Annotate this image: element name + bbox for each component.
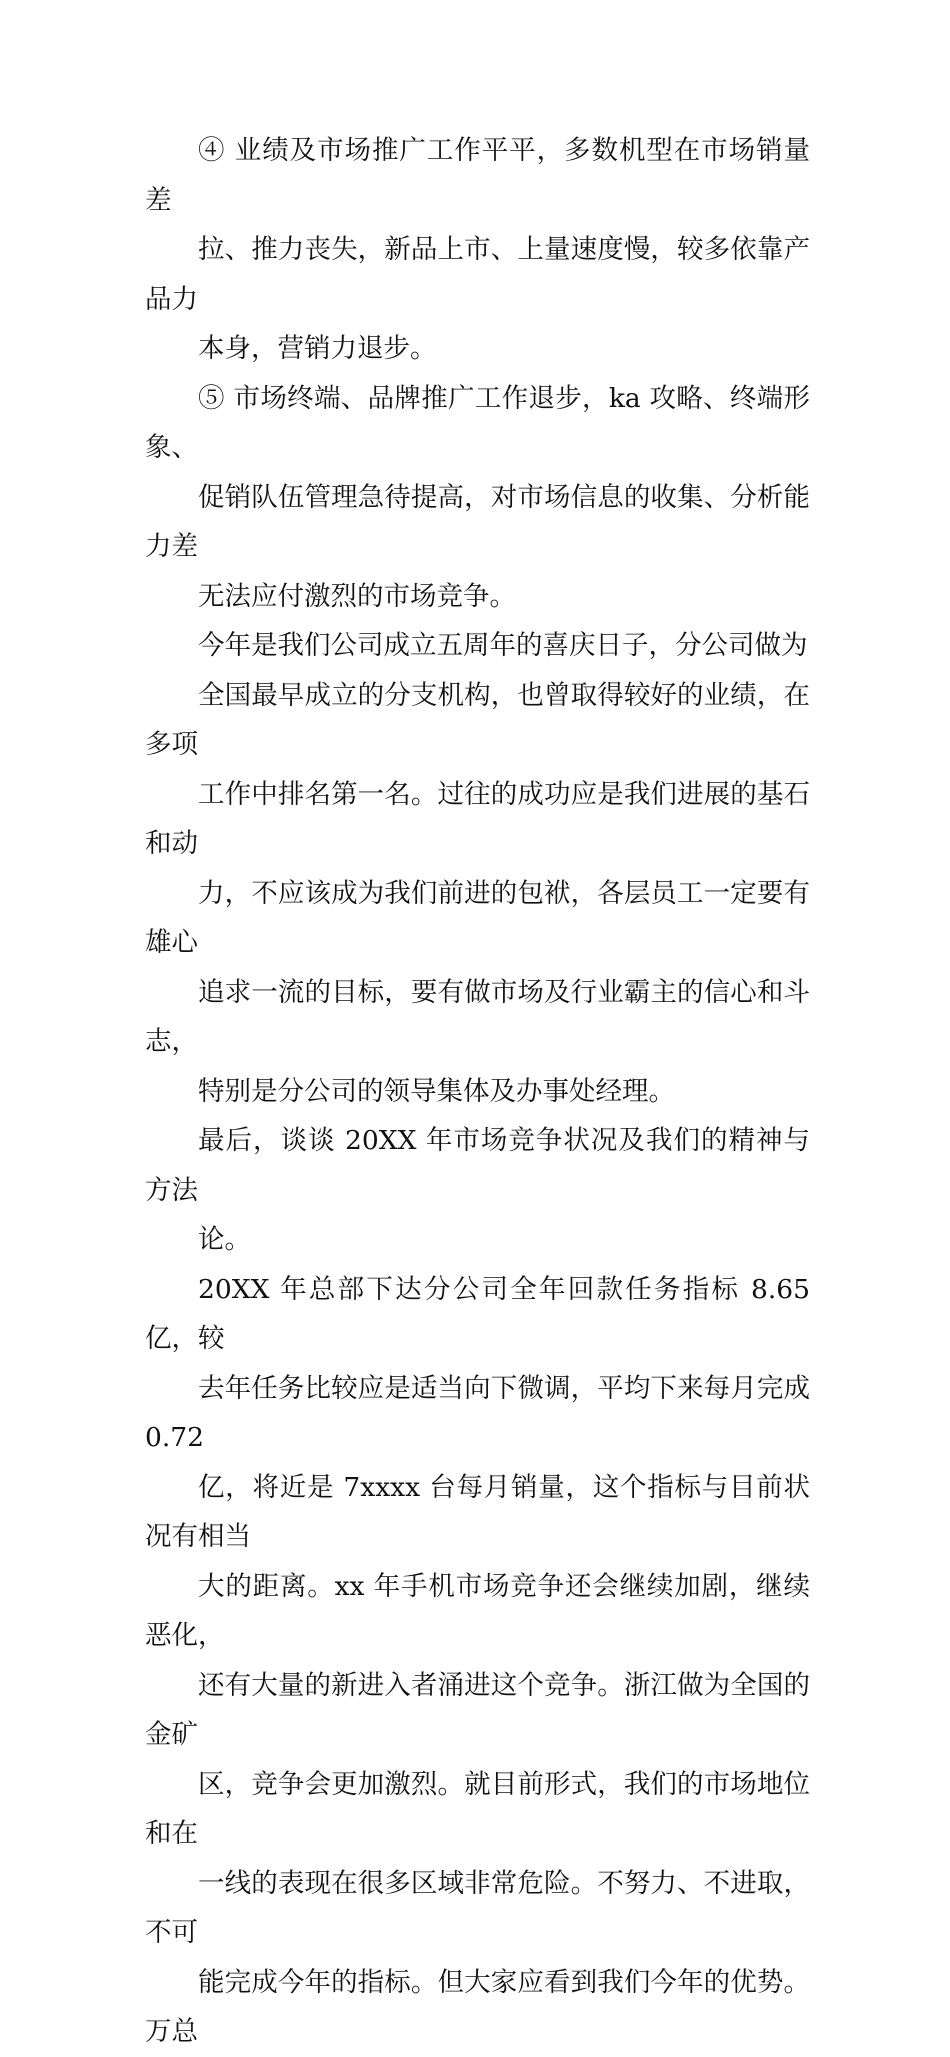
text-line: 区，竞争会更加激烈。就目前形式，我们的市场地位和在 xyxy=(145,1768,810,1849)
text-line: 20XX 年总部下达分公司全年回款任务指标 8.65 亿，较 xyxy=(145,1273,810,1354)
paragraph-4 xyxy=(145,1116,810,1265)
text-line: 亿，将近是 7xxxx 台每月销量，这个指标与目前状况有相当 xyxy=(145,1471,810,1552)
text-line: 力，不应该成为我们前进的包袱，各层员工一定要有雄心 xyxy=(145,877,810,958)
text-line: 无法应付激烈的市场竞争。 xyxy=(198,580,516,612)
text-line: 拉、推力丧失，新品上市、上量速度慢，较多依靠产品力 xyxy=(145,234,810,315)
text-line: ⑤ 市场终端、品牌推广工作退步，ka 攻略、终端形象、 xyxy=(145,382,810,463)
text-line: 本身，营销力退步。 xyxy=(198,333,437,364)
text-line: 还有大量的新进入者涌进这个竞争。浙江做为全国的金矿 xyxy=(145,1669,810,1750)
paragraph-3 xyxy=(145,621,810,1116)
paragraph-2 xyxy=(145,374,810,622)
text-line: 能完成今年的指标。但大家应看到我们今年的优势。万总 xyxy=(145,1966,810,2047)
document-body xyxy=(145,126,810,2057)
text-line: ④ 业绩及市场推广工作平平，多数机型在市场销量差 xyxy=(145,135,810,216)
paragraph-5 xyxy=(145,1265,810,2057)
text-line: 促销队伍管理急待提高，对市场信息的收集、分析能力差 xyxy=(145,481,810,562)
text-line: 工作中排名第一名。过往的成功应是我们进展的基石和动 xyxy=(145,778,810,859)
paragraph-1 xyxy=(145,126,810,374)
text-line: 今年是我们公司成立五周年的喜庆日子，分公司做为 xyxy=(198,630,808,661)
text-line: 去年任务比较应是适当向下微调，平均下来每月完成 0.72 xyxy=(145,1372,810,1453)
text-line: 论。 xyxy=(198,1224,251,1255)
text-line: 大的距离。xx 年手机市场竞争还会继续加剧，继续恶化， xyxy=(145,1570,810,1651)
text-line: 特别是分公司的领导集体及办事处经理。 xyxy=(198,1075,675,1107)
text-line: 追求一流的目标，要有做市场及行业霸主的信心和斗志， xyxy=(145,976,810,1057)
text-line: 一线的表现在很多区域非常危险。不努力、不进取，不可 xyxy=(145,1867,810,1948)
text-line: 最后，谈谈 20XX 年市场竞争状况及我们的精神与方法 xyxy=(145,1125,810,1206)
text-line: 全国最早成立的分支机构，也曾取得较好的业绩，在多项 xyxy=(145,679,810,760)
